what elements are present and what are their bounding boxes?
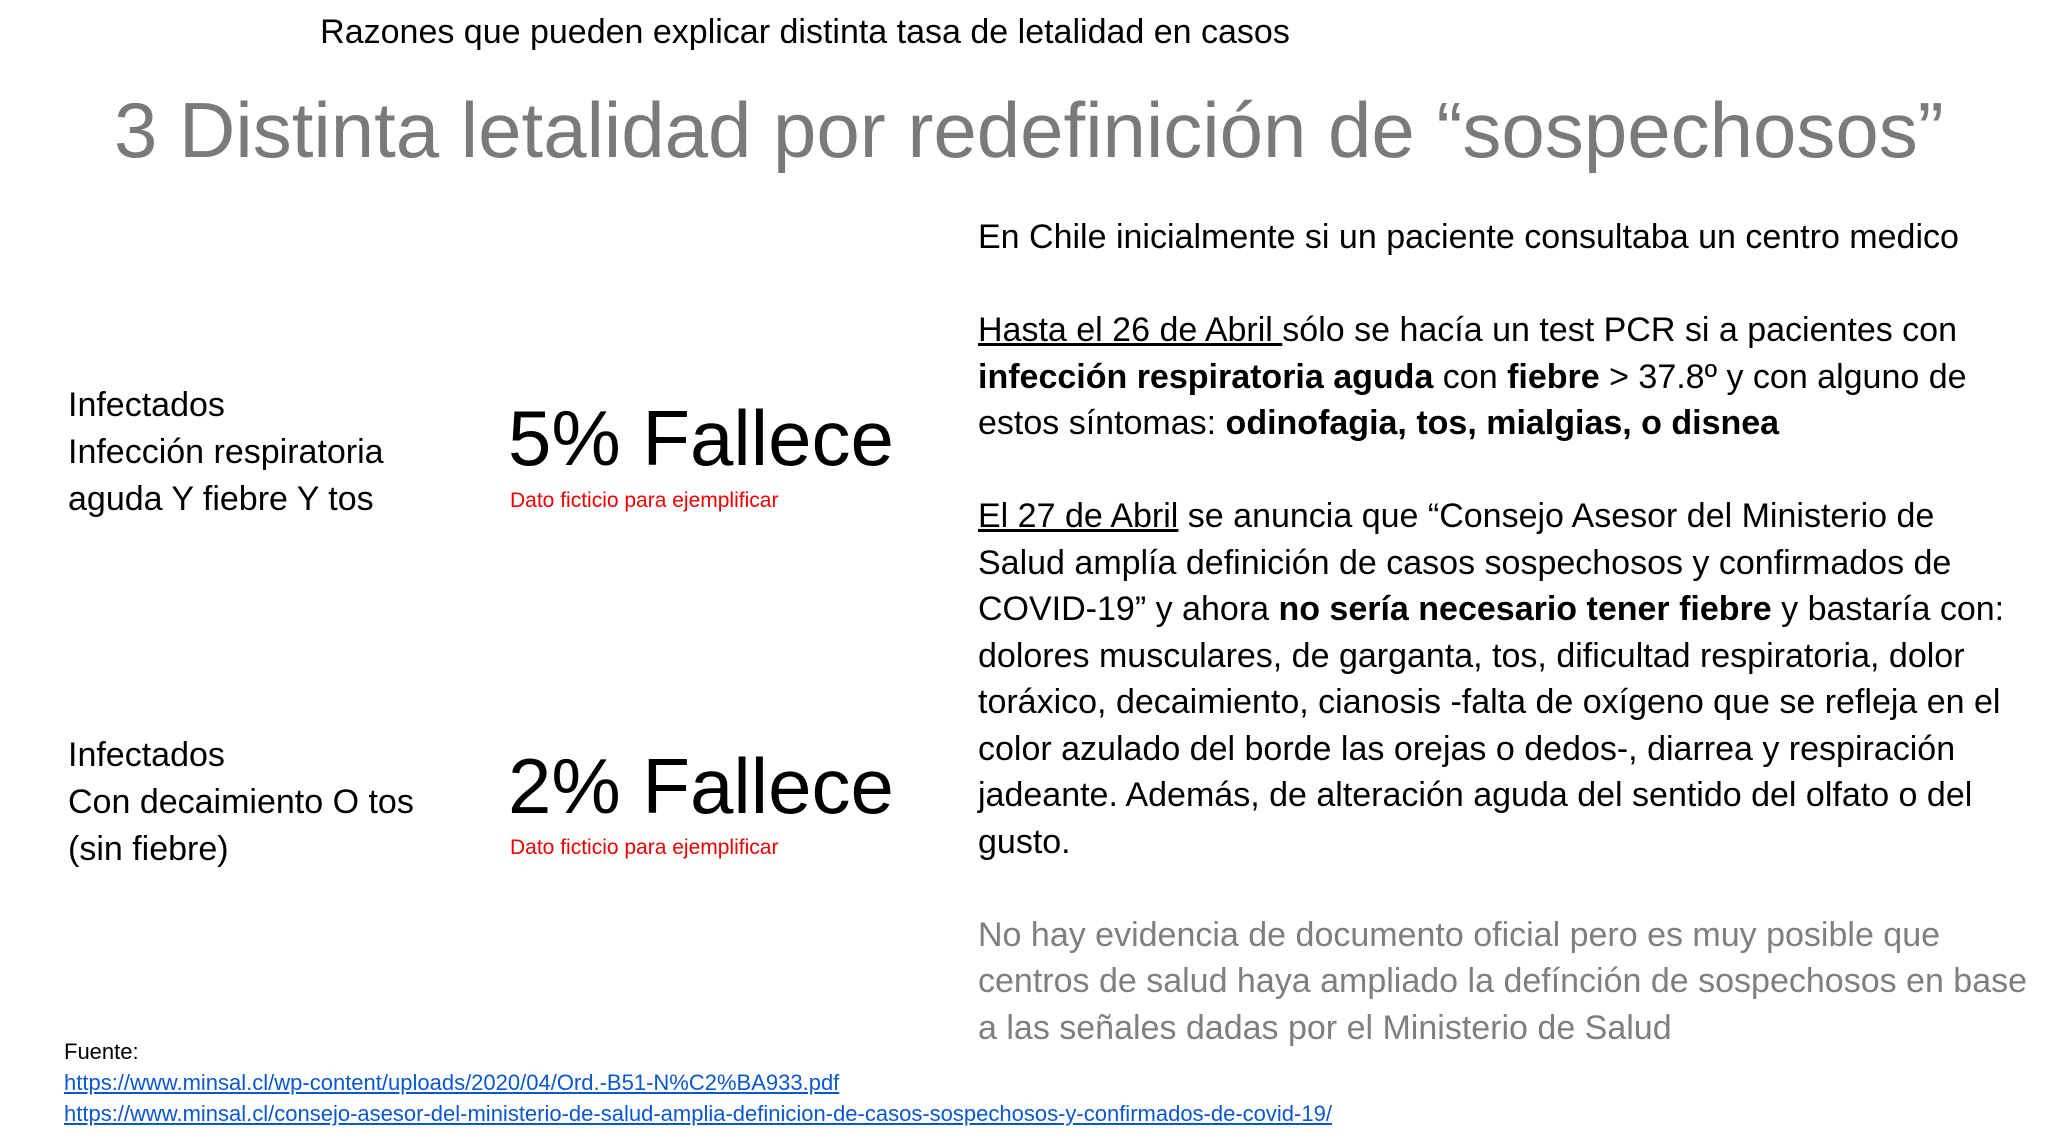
group-2-label (68, 732, 414, 873)
paragraph-spacer (978, 261, 2028, 308)
p1-bold-condition: infección respiratoria aguda (978, 357, 1434, 396)
slide-subtitle: Razones que pueden explicar distinta tasa de letalidad en casos (320, 13, 1290, 51)
p1-text: sólo se hacía un test PCR si a pacientes con (1282, 311, 1958, 349)
paragraph-spacer (978, 447, 2028, 494)
p1-bold-fever: fiebre (1507, 357, 1600, 396)
date-until-april-26: Hasta el 26 de Abril (978, 311, 1283, 349)
source-link-consejo-asesor[interactable]: https://www.minsal.cl/consejo-asesor-del-ministerio-de-salud-amplia-definicion-de-casos-sospechosos-y-confirmados-de-covid-19/ (64, 1101, 1332, 1126)
group-1-label-line: Infectados (68, 386, 225, 424)
source-label: Fuente: (64, 1039, 139, 1064)
group-1-label (68, 382, 384, 523)
intro-paragraph: En Chile inicialmente si un paciente consultaba un centro medico (978, 218, 1959, 256)
group-1-fatality-rate: 5% Fallece (508, 394, 894, 482)
p1-text: > 37.8º y con alguno de estos síntomas: (978, 357, 1967, 442)
group-2-fictitious-note: Dato ficticio para ejemplificar (510, 836, 779, 859)
pcr-criteria-paragraph (978, 307, 2028, 447)
definition-change-paragraph (978, 493, 2028, 865)
explanation-column (978, 214, 2028, 1051)
p1-bold-symptoms: odinofagia, tos, mialgias, o disnea (1225, 404, 1780, 442)
group-2-label-line: Infectados (68, 736, 225, 774)
p2-text: se anuncia que “Consejo Asesor del Ministerio de Salud amplía definición de casos sospechosos y confirmados de COVID-19” y ahora (978, 497, 1952, 628)
group-2-label-line: Con decaimiento O tos (68, 783, 414, 821)
group-1-label-line: Infección respiratoria (68, 433, 384, 471)
slide-title: 3 Distinta letalidad por redefinición de “sospechosos” (114, 86, 1944, 174)
source-link-ord-pdf[interactable]: https://www.minsal.cl/wp-content/uploads/2020/04/Ord.-B51-N%C2%BA933.pdf (64, 1070, 840, 1095)
paragraph-spacer (978, 865, 2028, 912)
date-april-27: El 27 de Abril (978, 497, 1179, 535)
p2-bold-no-fever: no sería necesario tener fiebre (1278, 590, 1772, 628)
evidence-note-paragraph: No hay evidencia de documento oficial pero es muy posible que centros de salud haya ampliado la defínción de sospechosos en base a las señales dadas por el Ministerio de Salud (978, 915, 2028, 1047)
p1-text: con (1433, 357, 1508, 396)
source-section (64, 1036, 1332, 1129)
p2-text: y bastaría con: dolores musculares, de garganta, tos, dificultad respiratoria, dolor toráxico, decaimiento, cianosis -falta de oxígeno que se refleja en el color azulado del borde las orejas o dedos-, diarrea y respiración jadeante. Además, de alteración aguda del sentido del olfato o del gusto. (978, 590, 2005, 861)
group-1-fictitious-note: Dato ficticio para ejemplificar (510, 489, 779, 512)
group-2-fatality-rate: 2% Fallece (508, 742, 894, 830)
group-1-label-line: aguda Y fiebre Y tos (68, 480, 374, 518)
group-2-label-line: (sin fiebre) (68, 830, 229, 868)
